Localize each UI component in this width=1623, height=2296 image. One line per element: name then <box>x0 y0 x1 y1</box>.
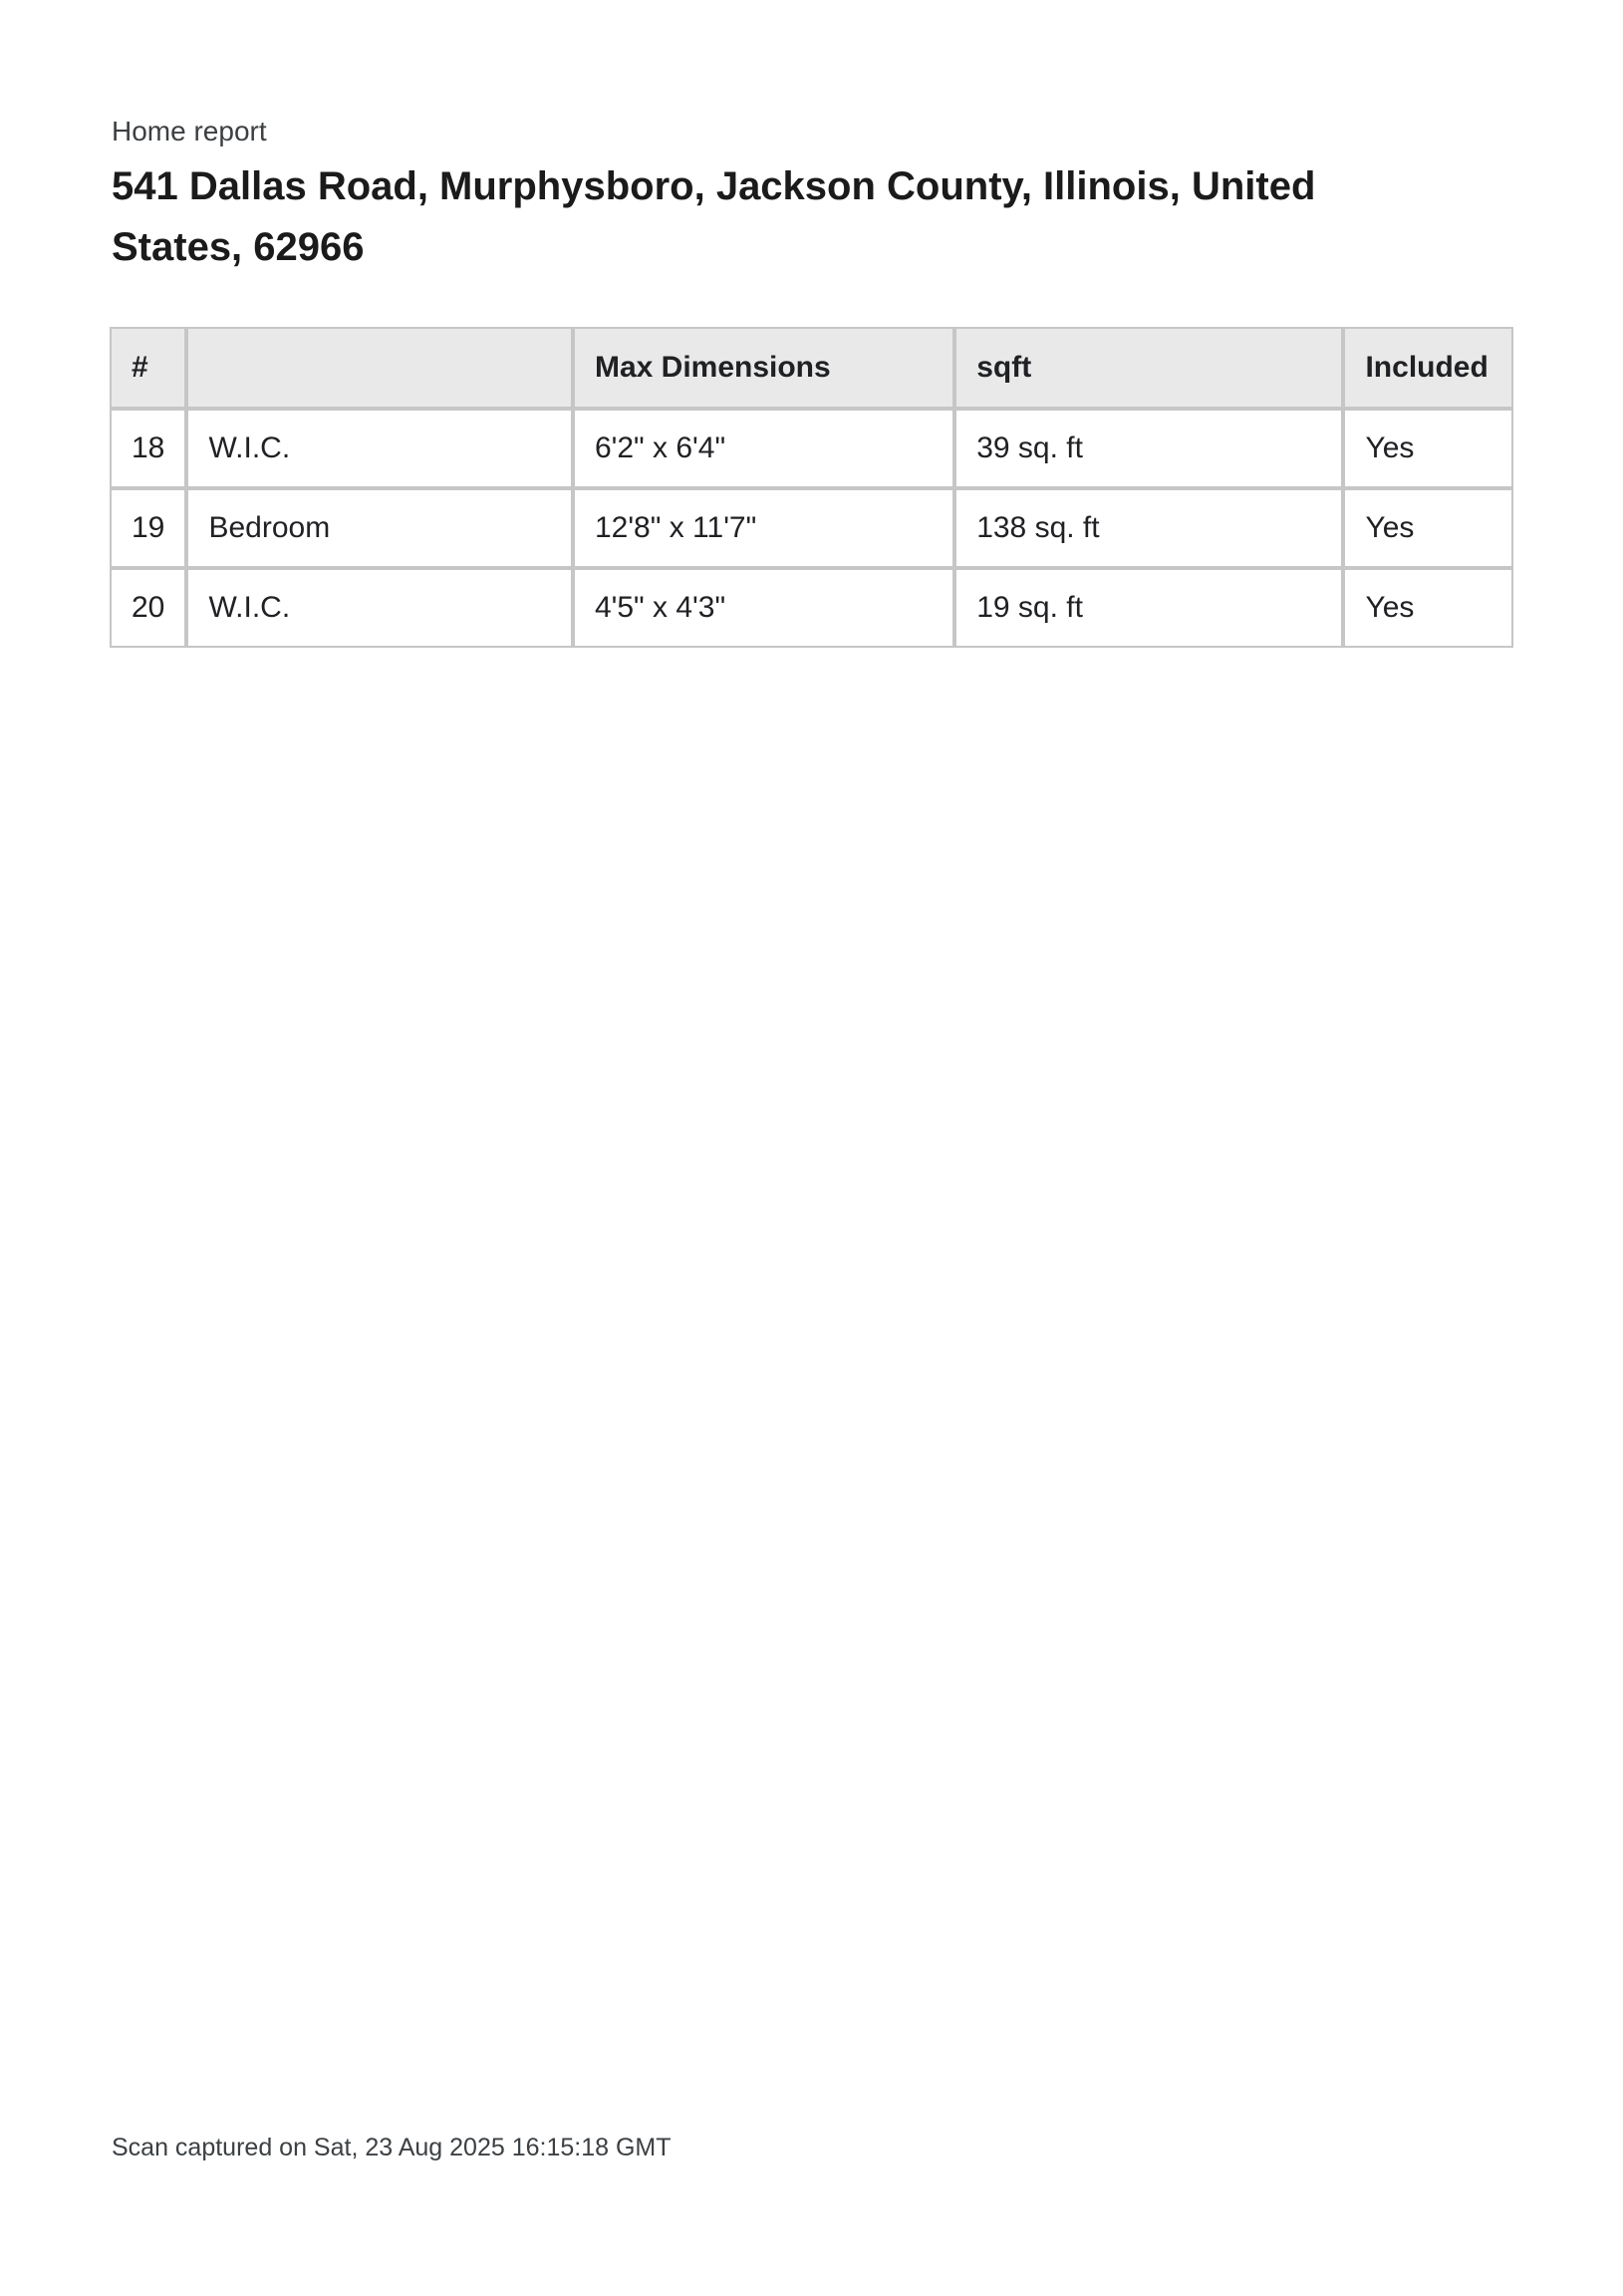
cell-number: 18 <box>110 409 186 488</box>
column-header-max-dimensions: Max Dimensions <box>573 327 954 409</box>
page-title <box>112 156 1526 278</box>
cell-room-name: W.I.C. <box>186 409 572 488</box>
table-header-row <box>110 327 1513 409</box>
page-title-line-2: States, 62966 <box>112 225 365 269</box>
cell-max-dimensions: 12'8" x 11'7" <box>573 488 954 568</box>
table-row <box>110 488 1513 568</box>
table-row <box>110 409 1513 488</box>
cell-sqft: 39 sq. ft <box>954 409 1343 488</box>
cell-included: Yes <box>1343 568 1513 648</box>
cell-max-dimensions: 6'2" x 6'4" <box>573 409 954 488</box>
cell-sqft: 19 sq. ft <box>954 568 1343 648</box>
cell-sqft: 138 sq. ft <box>954 488 1343 568</box>
column-header-sqft: sqft <box>954 327 1343 409</box>
table-row <box>110 568 1513 648</box>
column-header-included: Included <box>1343 327 1513 409</box>
cell-room-name: W.I.C. <box>186 568 572 648</box>
report-label: Home report <box>112 116 267 146</box>
column-header-room-name <box>186 327 572 409</box>
cell-included: Yes <box>1343 488 1513 568</box>
cell-number: 19 <box>110 488 186 568</box>
page-title-line-1: 541 Dallas Road, Murphysboro, Jackson County, Illinois, United <box>112 164 1316 208</box>
cell-max-dimensions: 4'5" x 4'3" <box>573 568 954 648</box>
cell-room-name: Bedroom <box>186 488 572 568</box>
cell-included: Yes <box>1343 409 1513 488</box>
cell-number: 20 <box>110 568 186 648</box>
column-header-number: # <box>110 327 186 409</box>
scan-timestamp: Scan captured on Sat, 23 Aug 2025 16:15:18 GMT <box>112 2134 672 2161</box>
rooms-table <box>110 327 1513 648</box>
